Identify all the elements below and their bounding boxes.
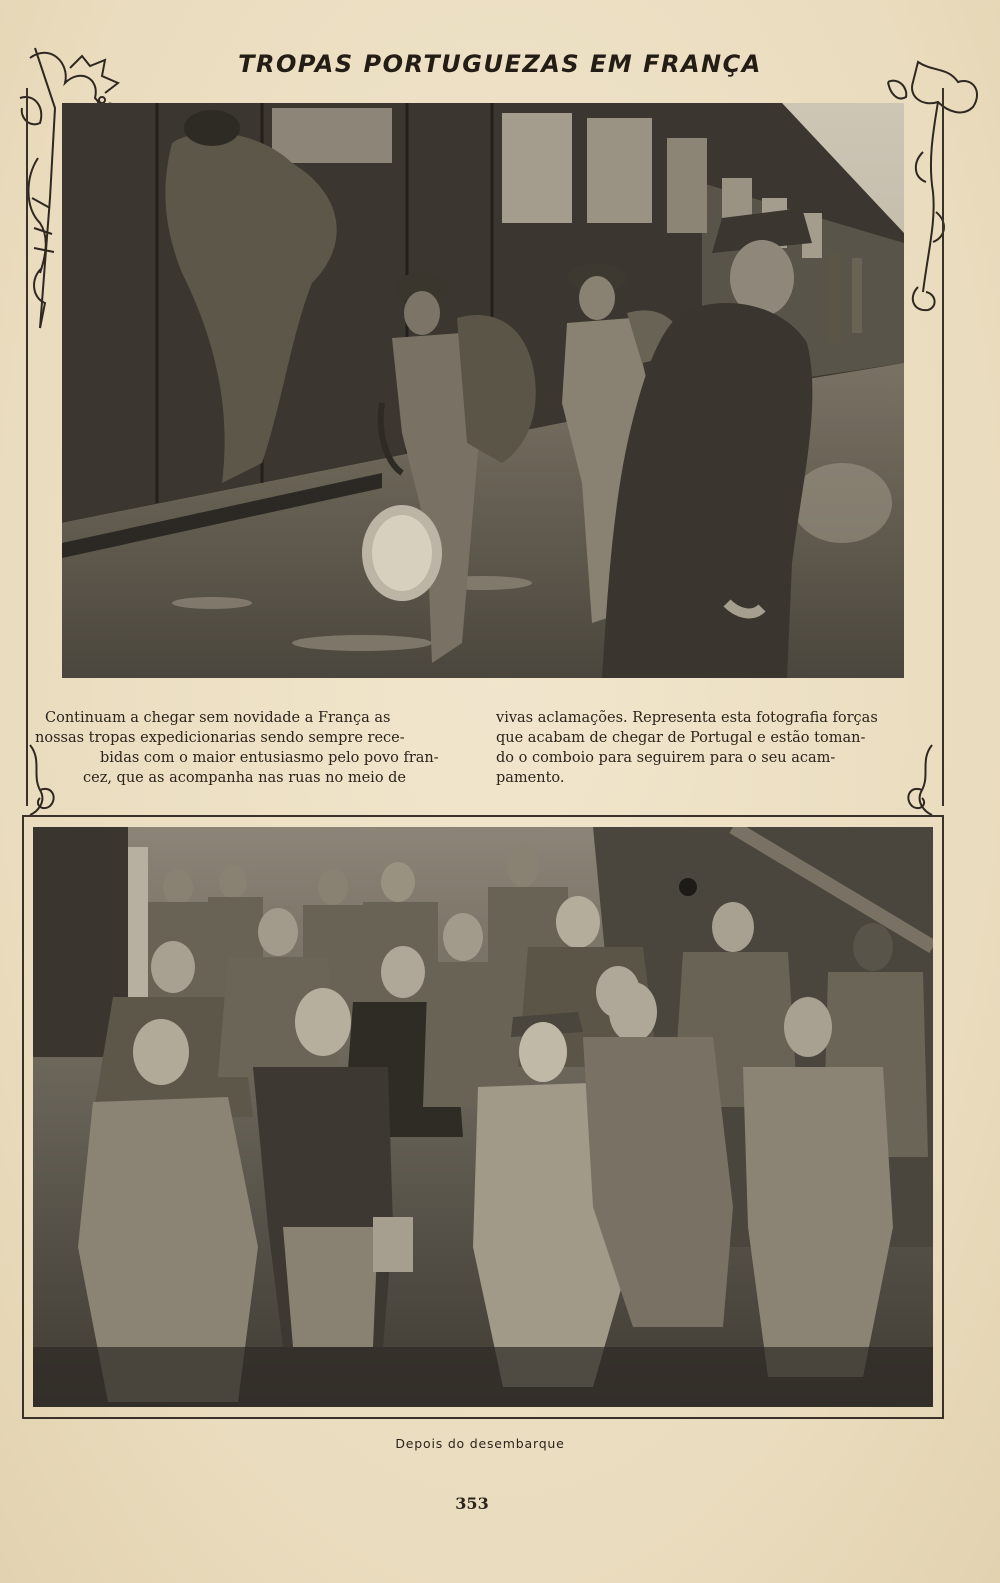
article-line: bidas com o maior entusiasmo pelo povo fran-	[100, 750, 439, 766]
article-line: cez, que as acompanha nas ruas no meio de	[83, 770, 407, 786]
article-line: Continuam a chegar sem novidade a França as	[45, 710, 391, 726]
page-number: 353	[455, 1494, 489, 1513]
article-line: vivas aclamações. Representa esta fotografia forças	[496, 710, 878, 726]
article-line: pamento.	[496, 770, 565, 786]
article-line: que acabam de chegar de Portugal e estão toman-	[496, 730, 866, 746]
article-line: nossas tropas expedicionarias sendo sempre rece-	[35, 730, 405, 746]
article-left-column	[35, 708, 461, 788]
article-line: do o comboio para seguirem para o seu acam-	[496, 750, 836, 766]
photo-caption: Depois do desembarque	[395, 1436, 565, 1451]
page-title: TROPAS PORTUGUEZAS EM FRANÇA	[238, 50, 762, 78]
disembarked-soldiers-photo	[33, 827, 933, 1407]
train-boarding-photo	[62, 103, 904, 678]
article-right-column	[496, 708, 926, 788]
